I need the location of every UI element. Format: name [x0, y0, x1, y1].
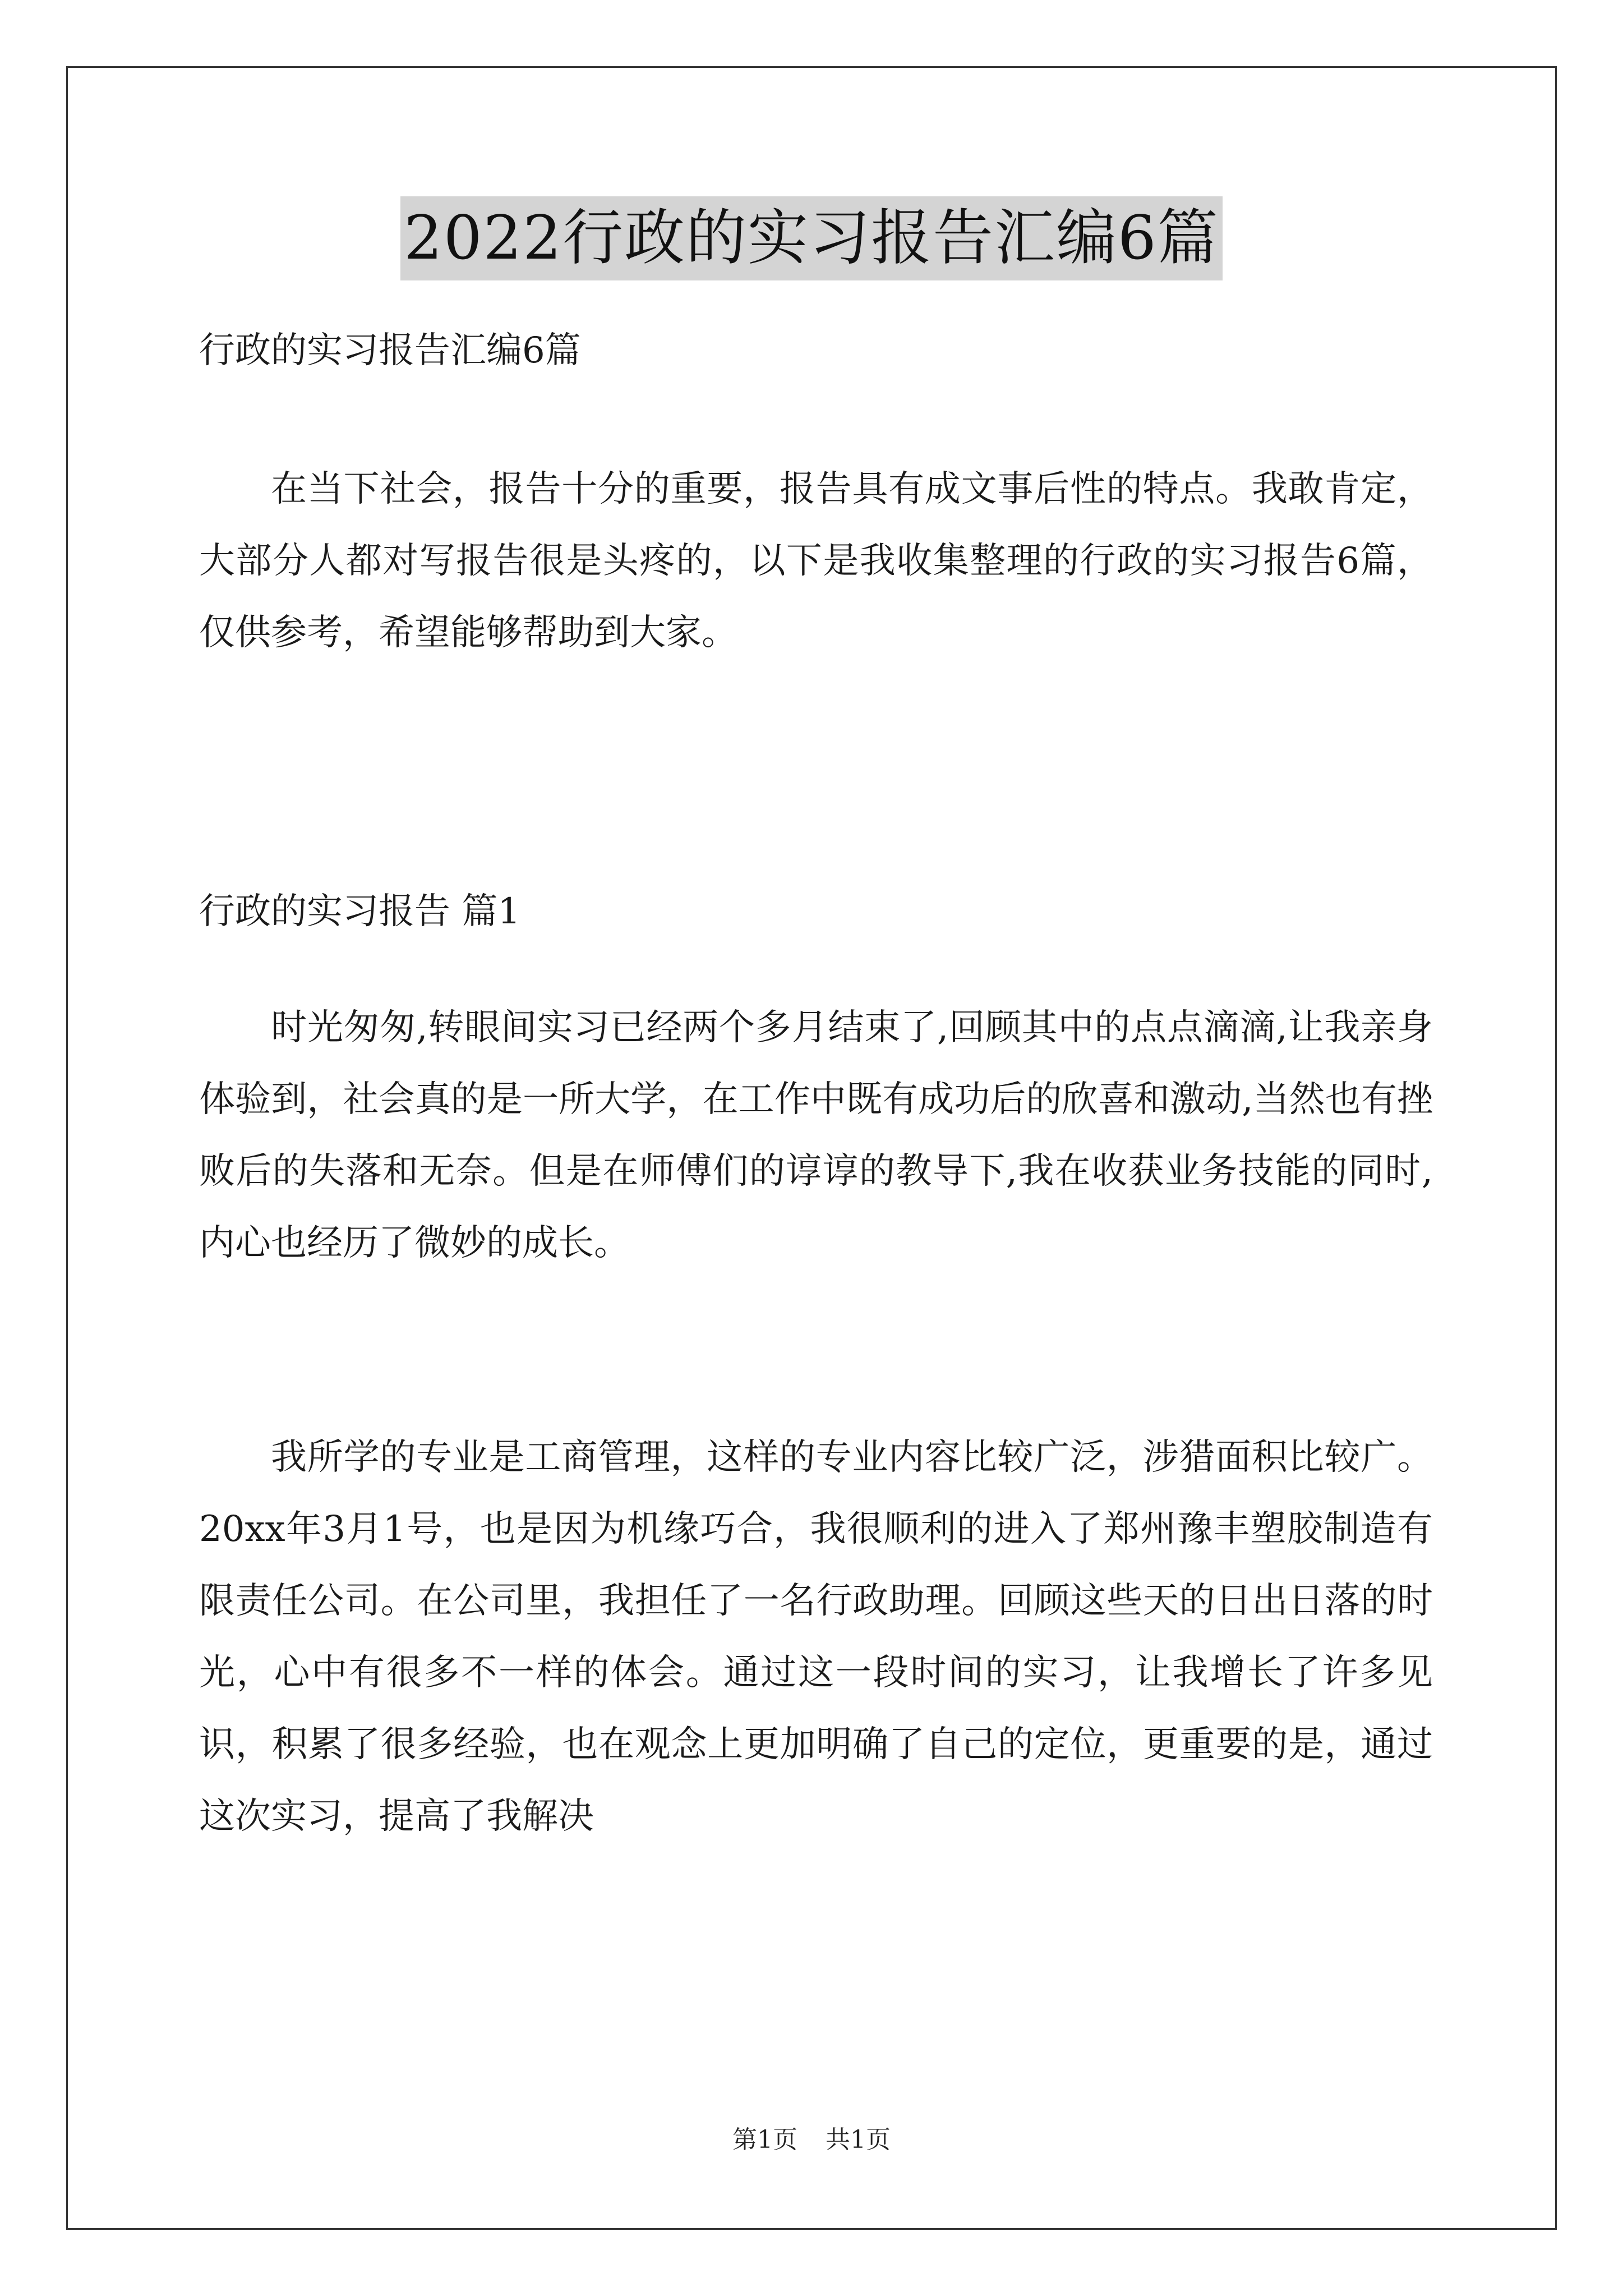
section-heading: 行政的实习报告 篇1	[199, 891, 521, 932]
page-number-total: 共1页	[826, 2125, 891, 2154]
document-title: 2022行政的实习报告汇编6篇	[400, 196, 1223, 280]
document-subtitle: 行政的实习报告汇编6篇	[199, 330, 581, 371]
title-container	[0, 196, 1623, 280]
page-number-current: 第1页	[732, 2125, 797, 2154]
page-footer	[0, 2119, 1623, 2155]
section-paragraph-2: 我所学的专业是工商管理，这样的专业内容比较广泛，涉猎面积比较广。20xx年3月1号，也是因为机缘巧合，我很顺利的进入了郑州豫丰塑胶制造有限责任公司。在公司里，我担任了一名行政助理。回顾这些天的日出日落的时光，心中有很多不一样的体会。通过这一段时间的实习，让我增长了许多见识，积累了很多经验，也在观念上更加明确了自己的定位，更重要的是，通过这次实习，提高了我解决	[199, 1437, 1433, 1837]
intro-paragraph: 在当下社会，报告十分的重要，报告具有成文事后性的特点。我敢肯定，大部分人都对写报告很是头疼的，以下是我收集整理的行政的实习报告6篇，仅供参考，希望能够帮助到大家。	[199, 468, 1433, 654]
section-paragraph-1: 时光匆匆,转眼间实习已经两个多月结束了,回顾其中的点点滴滴,让我亲身体验到，社会真的是一所大学，在工作中既有成功后的欣喜和激动,当然也有挫败后的失落和无奈。但是在师傅们的谆谆的教导下,我在收获业务技能的同时,内心也经历了微妙的成长。	[199, 1007, 1433, 1264]
